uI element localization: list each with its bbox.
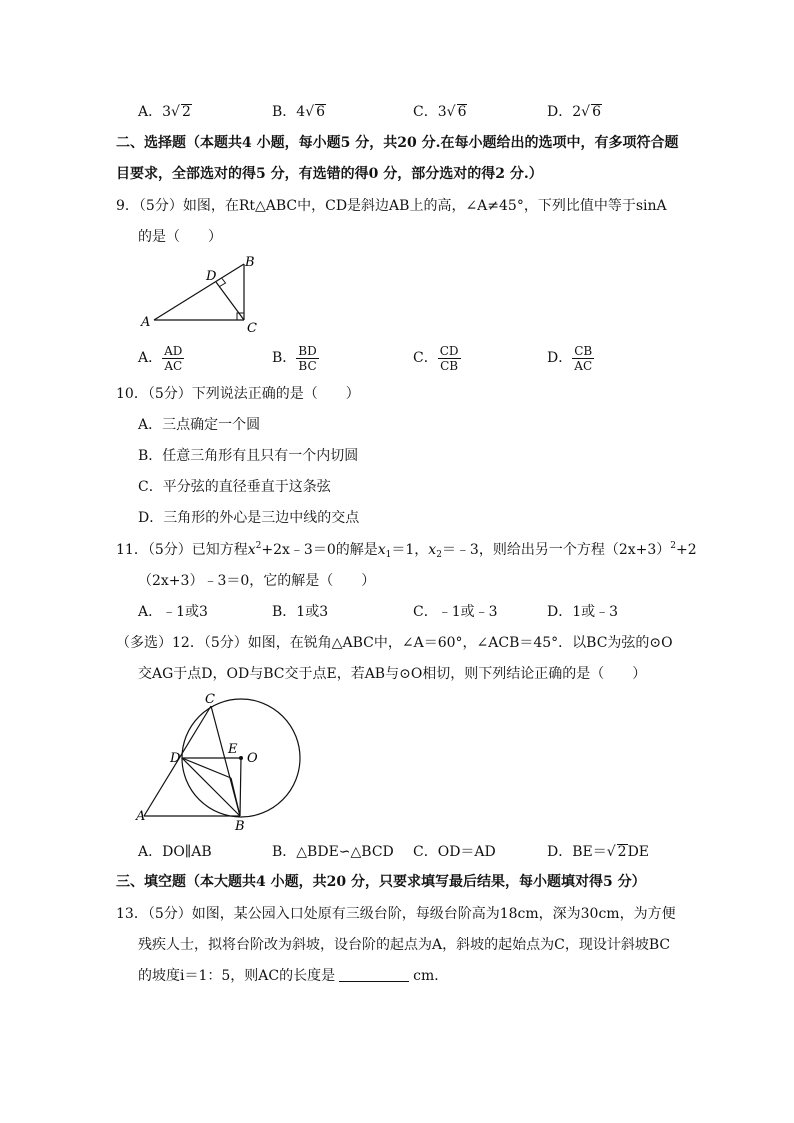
side-ab: [154, 264, 244, 320]
q11-options: [138, 601, 698, 623]
option-label: D．: [547, 104, 573, 120]
variable: x: [377, 542, 386, 558]
q12-stem-line2: 交AG于点D，OD与BC交于点E，若AB与⊙O相切，则下列结论正确的是（ ）: [138, 666, 647, 682]
segment-ob: [240, 758, 241, 816]
q12-option-d[interactable]: D．BE＝√ 2DE: [547, 844, 650, 860]
right-angle-d: [220, 279, 226, 287]
q9-option-d[interactable]: [547, 342, 594, 374]
q9-option-a[interactable]: [138, 342, 184, 374]
q10-option-d[interactable]: D．三角形的外心是三边中线的交点: [138, 510, 360, 526]
q9-option-c[interactable]: [413, 342, 461, 374]
segment-de: [182, 758, 231, 778]
variable: x: [247, 542, 256, 558]
exponent: 2: [255, 541, 262, 551]
q9-option-b[interactable]: [272, 342, 319, 374]
q12-options: [138, 841, 698, 863]
denominator: CB: [440, 358, 459, 373]
label-o: O: [247, 751, 258, 766]
text: +2x﹣3＝0的解是: [261, 542, 378, 558]
denominator: AC: [164, 358, 183, 373]
label-b: B: [245, 255, 255, 270]
radicand: 2: [617, 844, 627, 860]
q11-option-d[interactable]: D．1或﹣3: [547, 604, 619, 620]
q12-figure: [134, 690, 308, 832]
q11-option-a[interactable]: A．﹣1或3: [138, 604, 208, 620]
section-2-header-line2: 目要求，全部选对的得5 分，有选错的得0 分，部分选对的得2 分.）: [116, 166, 543, 182]
numerator: CB: [574, 343, 593, 358]
text: ＝1，: [391, 542, 429, 558]
option-label: C．: [413, 104, 438, 120]
q8-option-b[interactable]: B．4√ 6: [272, 104, 326, 120]
numerator: BD: [298, 343, 317, 358]
fraction: [572, 344, 594, 373]
q9-figure: [138, 252, 270, 338]
fraction: [162, 344, 184, 373]
q11-option-b[interactable]: B．1或3: [272, 604, 329, 620]
label-b: B: [235, 819, 245, 832]
q8-options: [138, 101, 698, 123]
q11-option-c[interactable]: C．﹣1或﹣3: [413, 604, 498, 620]
answer-blank[interactable]: [339, 967, 409, 982]
text: DE: [627, 844, 650, 860]
denominator: AC: [574, 358, 593, 373]
option-label: A．: [138, 104, 163, 120]
q10-option-c[interactable]: C．平分弦的直径垂直于这条弦: [138, 479, 331, 495]
label-e: E: [228, 742, 238, 757]
label-c: C: [205, 692, 215, 707]
option-label: D．: [547, 350, 573, 366]
fraction: [296, 344, 318, 373]
label-c: C: [247, 321, 257, 336]
radicand: 6: [316, 104, 326, 120]
q9-options: [138, 342, 698, 374]
label-a: A: [136, 809, 146, 824]
q8-option-a[interactable]: A．3√ 2: [138, 104, 191, 120]
radicand: 6: [457, 104, 467, 120]
text: 11．（5分）已知方程: [116, 542, 248, 558]
option-label: B．: [272, 104, 297, 120]
fraction: [438, 344, 461, 373]
q12-option-c[interactable]: C．OD＝AD: [413, 844, 496, 860]
section-2-header-line1: 二、选择题（本题共4 小题，每小题5 分，共20 分.在每小题给出的选项中，有多项符合题: [116, 135, 679, 151]
coefficient: 3: [162, 104, 172, 120]
q13-stem-line1: 13．（5分）如图，某公园入口处原有三级台阶，每级台阶高为18cm，深为30cm，为方便: [116, 906, 676, 922]
q13-stem-line3: [138, 967, 448, 985]
text: 的坡度i＝1：5，则AC的长度是: [138, 968, 336, 984]
numerator: AD: [164, 343, 183, 358]
coefficient: 4: [296, 104, 306, 120]
option-label: A．: [138, 350, 163, 366]
segment-db: [182, 758, 240, 816]
q11-stem-line1: [116, 541, 697, 559]
exponent: 2: [670, 541, 677, 551]
text: +2: [676, 542, 697, 558]
q9-stem-line2: 的是（ ）: [138, 229, 222, 245]
numerator: CD: [439, 343, 459, 358]
q13-stem-line2: 残疾人士，拟将台阶改为斜坡，设台阶的起点为A，斜坡的起始点为C，现设计斜坡BC: [138, 937, 671, 953]
option-label: B．: [272, 350, 297, 366]
radicand: 2: [181, 104, 191, 120]
option-label: C．: [413, 350, 438, 366]
text: ＝﹣3，则给出另一个方程（2x+3）: [441, 542, 671, 558]
q12-stem-line1: （多选）12．（5分）如图，在锐角△ABC中，∠A＝60°，∠ACB＝45°．以BC为弦的⊙O: [116, 635, 673, 651]
q8-option-c[interactable]: C．3√ 6: [413, 104, 467, 120]
q10-option-b[interactable]: B．任意三角形有且只有一个内切圆: [138, 448, 359, 464]
label-d: D: [206, 269, 217, 284]
variable: x: [428, 542, 437, 558]
q10-option-a[interactable]: A．三点确定一个圆: [138, 417, 261, 433]
q8-option-d[interactable]: D．2√ 6: [547, 104, 601, 120]
subscript: 2: [436, 550, 442, 560]
denominator: BC: [298, 358, 317, 373]
center-o-dot: [239, 756, 243, 760]
text: cm．: [413, 968, 449, 984]
text: D．BE＝: [547, 844, 607, 860]
segment-eb: [231, 778, 240, 816]
radicand: 6: [592, 104, 601, 120]
q10-stem: 10．（5分）下列说法正确的是（ ）: [116, 386, 360, 402]
coefficient: 2: [572, 104, 582, 120]
q11-stem-line2: （2x+3）﹣3＝0，它的解是（ ）: [138, 573, 376, 589]
q9-stem-line1: 9．（5分）如图，在Rt△ABC中，CD是斜边AB上的高，∠A≠45°，下列比值中等于sinA: [116, 198, 667, 214]
altitude-cd: [216, 282, 244, 320]
label-a: A: [141, 315, 151, 330]
q12-option-a[interactable]: A．DO∥AB: [138, 844, 212, 860]
label-d: D: [170, 751, 181, 766]
q12-option-b[interactable]: B．△BDE∽△BCD: [272, 844, 394, 860]
section-3-header: 三、填空题（本大题共4 小题，共20 分，只要求填写最后结果，每小题填对得5 分）: [116, 874, 646, 890]
subscript: 1: [385, 550, 392, 560]
coefficient: 3: [437, 104, 447, 120]
